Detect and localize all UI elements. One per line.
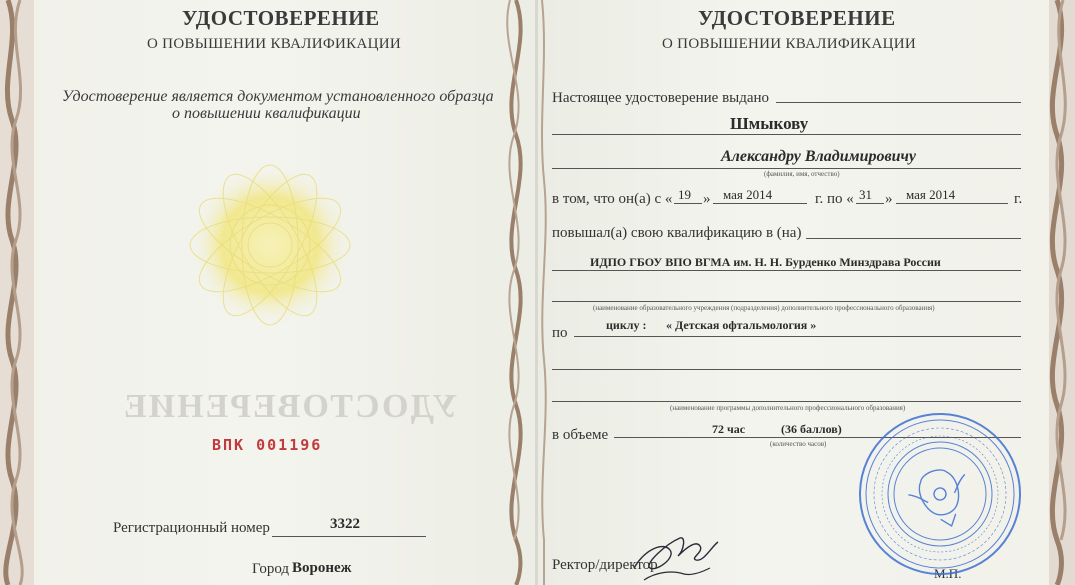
start-month-line: [713, 203, 807, 204]
right-inner-border: [538, 0, 552, 585]
cycle-line-1: [574, 336, 1021, 337]
registration-line: [272, 536, 426, 537]
institution-line-1: [552, 270, 1021, 271]
cycle-line-3: [552, 401, 1021, 402]
g-po: г. по «: [815, 191, 854, 207]
g-year: г.: [1014, 191, 1023, 207]
program-caption: (наименование программы дополнительного профессионального образования): [670, 404, 906, 412]
security-rosette: [175, 150, 365, 340]
left-page: [0, 0, 536, 585]
statement-line-1: Удостоверение является документом установленного образца: [62, 88, 494, 105]
surname-line: [552, 134, 1021, 135]
issued-line: [776, 102, 1021, 103]
po-label: по: [552, 325, 568, 341]
right-page: [538, 0, 1075, 585]
start-day-line: [674, 203, 702, 204]
left-title: УДОСТОВЕРЕНИЕ: [182, 6, 380, 30]
cycle-name: « Детская офтальмология »: [666, 318, 817, 332]
city-label: Город: [252, 561, 290, 577]
mp-label: М.П.: [934, 566, 962, 581]
hours-caption: (количество часов): [770, 440, 827, 448]
signature: [626, 528, 736, 585]
cycle-prefix: циклу :: [606, 318, 647, 332]
end-month-line: [896, 203, 1008, 204]
institution: ИДПО ГБОУ ВПО ВГМА им. Н. Н. Бурденко Минздрава России: [590, 255, 941, 269]
name-patronymic: Александру Владимировичу: [721, 148, 917, 165]
start-day: 19: [678, 187, 691, 202]
rector-label: Ректор/директор: [552, 557, 658, 573]
institution-line-2: [552, 301, 1021, 302]
name-line: [552, 168, 1021, 169]
cycle-line-2: [552, 369, 1021, 370]
start-month-year: мая 2014: [723, 187, 773, 202]
fio-caption: (фамилия, имя, отчество): [764, 170, 840, 178]
issued-label: Настоящее удостоверение выдано: [552, 90, 770, 106]
left-inner-border: [496, 0, 536, 585]
raised-label: повышал(а) свою квалификацию в (на): [552, 225, 802, 241]
end-day: 31: [859, 187, 872, 202]
institution-caption: (наименование образовательного учреждения (подразделения) дополнительного профессионального образования): [593, 304, 935, 312]
ghost-title: УДОСТОВЕРЕНИЕ: [122, 388, 458, 425]
surname: Шмыкову: [730, 114, 809, 133]
raised-line: [806, 238, 1021, 239]
quote-close-2: »: [885, 191, 893, 207]
serial-number: ВПК 001196: [212, 436, 323, 454]
right-decorative-border: [1035, 0, 1075, 585]
end-month-year: мая 2014: [906, 187, 956, 202]
statement-line-2: о повышении квалификации: [172, 105, 361, 122]
registration-label: Регистрационный номер: [113, 520, 270, 536]
official-seal: [848, 408, 1028, 578]
right-title: УДОСТОВЕРЕНИЕ: [698, 6, 896, 30]
left-subtitle: О ПОВЫШЕНИИ КВАЛИФИКАЦИИ: [147, 36, 401, 52]
volume-label: в объеме: [552, 427, 609, 443]
points: (36 баллов): [781, 422, 842, 436]
quote-close-1: »: [703, 191, 711, 207]
hours: 72 час: [712, 422, 746, 436]
left-decorative-border: [0, 0, 34, 585]
registration-number: 3322: [330, 516, 360, 532]
city-value: Воронеж: [292, 560, 352, 576]
period-prefix: в том, что он(а) с «: [552, 191, 673, 207]
right-subtitle: О ПОВЫШЕНИИ КВАЛИФИКАЦИИ: [662, 36, 916, 52]
end-day-line: [856, 203, 884, 204]
